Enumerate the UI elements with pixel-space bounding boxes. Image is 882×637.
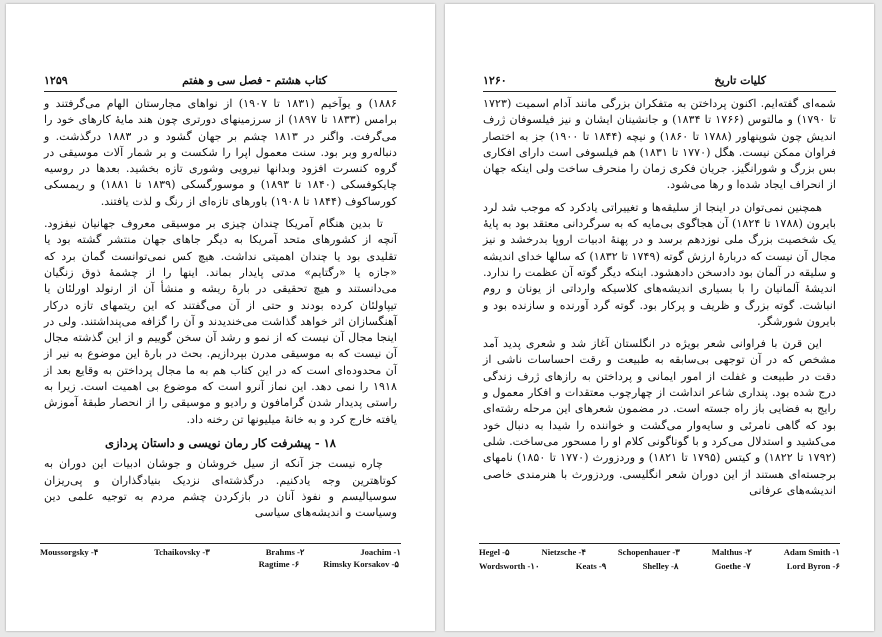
left-page-body [44, 96, 397, 521]
left-page [6, 4, 435, 631]
footnote: Schopenhauer -۳ [617, 547, 680, 557]
right-page-header [483, 74, 836, 90]
left-paragraph-1: ۱۸۸۶) و یوآخیم (۱۸۳۱ تا ۱۹۰۷) از نواهای مجارستان الهام می‌گرفتند و برامس (۱۸۳۳ تا ۱۸۹۷) از سرزمینهای دورتری چون هند مایهٔ کارهای خود را می‌گرفت. واگنر در ۱۸۱۳ چشم بر جهان گشود و در ۱۸۸۳ درگذشت. و دنباله‌رو وبر بود. سنت معمول اپرا را شکست و بر شمار آلات موسیقی در گروه کنسرت افزود وبدانها نیرویی وشوری تازه بخشید. بعدها در روسیه چایکوفسکی (۱۸۴۰ تا ۱۸۹۳) و موسورگسکی (۱۸۳۹ تا ۱۸۸۱) و ریمسکی کورساکوف (۱۸۴۴ تا ۱۹۰۸) باورهای تازه‌ای از رنگ و لذت یافتند. [44, 97, 397, 208]
right-footnotes [479, 543, 840, 572]
left-footnotes [40, 543, 401, 570]
footnote: Joachim -۱ [360, 547, 401, 557]
footnote: Nietzsche -۴ [541, 547, 586, 557]
right-paragraph-2: همچنین نمی‌توان در اینجا از سلیقه‌ها و تغییراتی یادکرد که موجب شد لرد بایرون (۱۷۸۸ تا ۱۸۲۴) آن هجاگوی بی‌مایه که به سرگردانی معتقد بود به پایهٔ یک شخصیت بزرگ ملی نوزدهم برسد و در پهنهٔ ادبیات اروپا بدرخشد و نیز مجال آن نیست که دربارهٔ ارزش گوته (۱۷۴۹ تا ۱۸۳۲) که سالها خدای اندیشه و سلیقه در آلمان بود دادسخن دادهشود. اینکه دیگر گوته آن عظمت را ندارد. اندیشهٔ آلمانیان را با بسیاری اندیشه‌های کلاسیکه وارداتی از یونان و روم انباشت. گوته بزرگ و ظریف و پرکار بود. گوته گرد آورنده و سازنده بود و بایرون شورشگر. [483, 200, 836, 328]
footnote: Hegel -۵ [479, 547, 510, 557]
left-running-title: کتاب هشتم - فصل سی و هفتم [182, 74, 327, 87]
footnote: Tchaikovsky -۳ [154, 547, 210, 557]
right-paragraph-3: این قرن با فراوانی شعر بویژه در انگلستان آغاز شد و شعری پدید آمد مشخص که در آن توجهی بی‌سابقه به طبیعت و رقت احساسات ناشی از دقت در طبیعت و غفلت از امور ایمانی و پرداختن به رازهای ژرف زندگی درج شده بود. پنداری شاعر انداشت از چهارچوب معتقدات و افکار معمول و رایج به فضایی باز راه جسته است. در مضمون شعرهای این مرحله رشته‌ای بود که گاهی نامرئی و سایه‌وار می‌گشت و خواننده را شیدا به دنبال خود می‌کشید و استدلال می‌کرد و با گوناگونی کلام او را مسحور می‌ساخت. شلی (۱۷۹۲ تا ۱۸۲۲) و کیتس (۱۷۹۵ تا ۱۸۲۱) و وردزورث (۱۷۷۰ تا ۱۸۵۰) نامهای برجسته‌ای هستند از این دوران شعر انگلیسی. وردزورث با هنرمندی خاصی اندیشه‌های عرفانی [483, 337, 836, 497]
footnote: Rimsky Korsakov -۵ [323, 559, 399, 569]
left-paragraph-3: چاره نیست جز آنکه از سیل خروشان و جوشان ادبیات این دوران به کوتاهترین وجه یادکنیم. درگذشته‌ای نزدیک بنیادگذاران و پی‌ریزان سوسیالیسم و نفوذ آنان در بازکردن چشم مردم به توجیه علمی دین وسیاست و اندیشه‌های سیاسی [44, 457, 397, 520]
footnote: Malthus -۲ [711, 547, 752, 557]
footnote: Adam Smith -۱ [783, 547, 840, 557]
left-paragraph-2: تا بدین هنگام آمریکا چندان چیزی بر موسیقی معروف جهانیان نیفزود. آنچه از کشورهای متحد آمریکا به دیگر جاهای جهان منتشر گشته بود یا تقلیدی بود یا چندان اهمیتی نداشت. هیچ کس نمی‌توانست گمان برد که «جازه یا «رگتایم» مدتی پایدار بماند. اینها را از چشمهٔ ذوق زنگیان می‌دانستند و هیچ تحقیقی در بارهٔ ریشه و منشأ آن از ارنولد اورلئان یا تیپاولئان کرده بودند و حتی از آن می‌گفتند که این ریتمهای تازه درکار آهنگسازان اثر خواهد گذاشت می‌خندیدند و آن را گزافه می‌پنداشتند. ولی در اینجا مجال آن نیست که از نمو و رشد آن سخن گوییم و از این گذشته مجال آن نیست که به موسیقی مدرن بپردازیم. بحث در بارهٔ این موضوع به نیر از آن محدوده‌ای است که در این کتاب هم به ما مجال پرداختن به وقایع بعد از ۱۹۱۸ را نمی دهد. این نماز آنرو است که موضوع بی اهمیت است. زیرا به راستی پدیدار شدن گرامافون و رادیو و موسیقی را از انحصار طبقهٔ آموزش یافته خارج کرد و به خانهٔ میلیونها تن رخنه داد. [44, 217, 397, 426]
left-header-rule [44, 91, 397, 92]
footnote: Shelley -۸ [642, 561, 679, 571]
footnote: Ragtime -۶ [258, 559, 300, 569]
footnote: Brahms -۲ [265, 547, 305, 557]
right-footnote-row-1 [479, 544, 840, 558]
footnote: Moussorgsky -۴ [40, 547, 99, 557]
right-running-title: کلیات تاریخ [714, 74, 766, 87]
right-paragraph-1: شمه‌ای گفته‌ایم. اکنون پرداختن به متفکران بزرگی مانند آدام اسمیت (۱۷۲۳ تا ۱۷۹۰) و مالتوس (۱۷۶۶ تا ۱۸۳۴) و جانشینان ایشان و نیز فیلسوفان ژرف اندیش چون شوپنهاور (۱۷۸۸ تا ۱۸۶۰) و نیچه (۱۸۴۴ تا ۱۹۰۰) جز به اختصار فراوان ممکن نیست. هگل (۱۷۷۰ تا ۱۸۳۱) هم فیلسوفی است دارای افکاری بس بزرگ و شورانگیز. جریان فکری زمان را منحرف ساخت ولی اینکه جهان از انحراف ایجاد شده‌ا و رها می‌شود. [483, 97, 836, 192]
left-page-number: ۱۲۵۹ [44, 74, 68, 87]
footnote: Lord Byron -۶ [786, 561, 840, 571]
left-page-header [44, 74, 397, 90]
left-footnote-row-1 [40, 544, 401, 558]
footnote: Wordsworth -۱۰ [479, 561, 540, 571]
section-heading: ۱۸ - پیشرفت کار رمان نویسی و داستان پردازی [105, 435, 336, 450]
right-page-body [483, 96, 836, 499]
right-page [445, 4, 874, 631]
footnote: Keats -۹ [575, 561, 607, 571]
footnote: Goethe -۷ [714, 561, 751, 571]
left-footnote-row-2 [40, 558, 401, 570]
right-header-rule [483, 91, 836, 92]
right-footnote-row-2 [479, 558, 840, 572]
right-page-number: ۱۲۶۰ [483, 74, 507, 87]
